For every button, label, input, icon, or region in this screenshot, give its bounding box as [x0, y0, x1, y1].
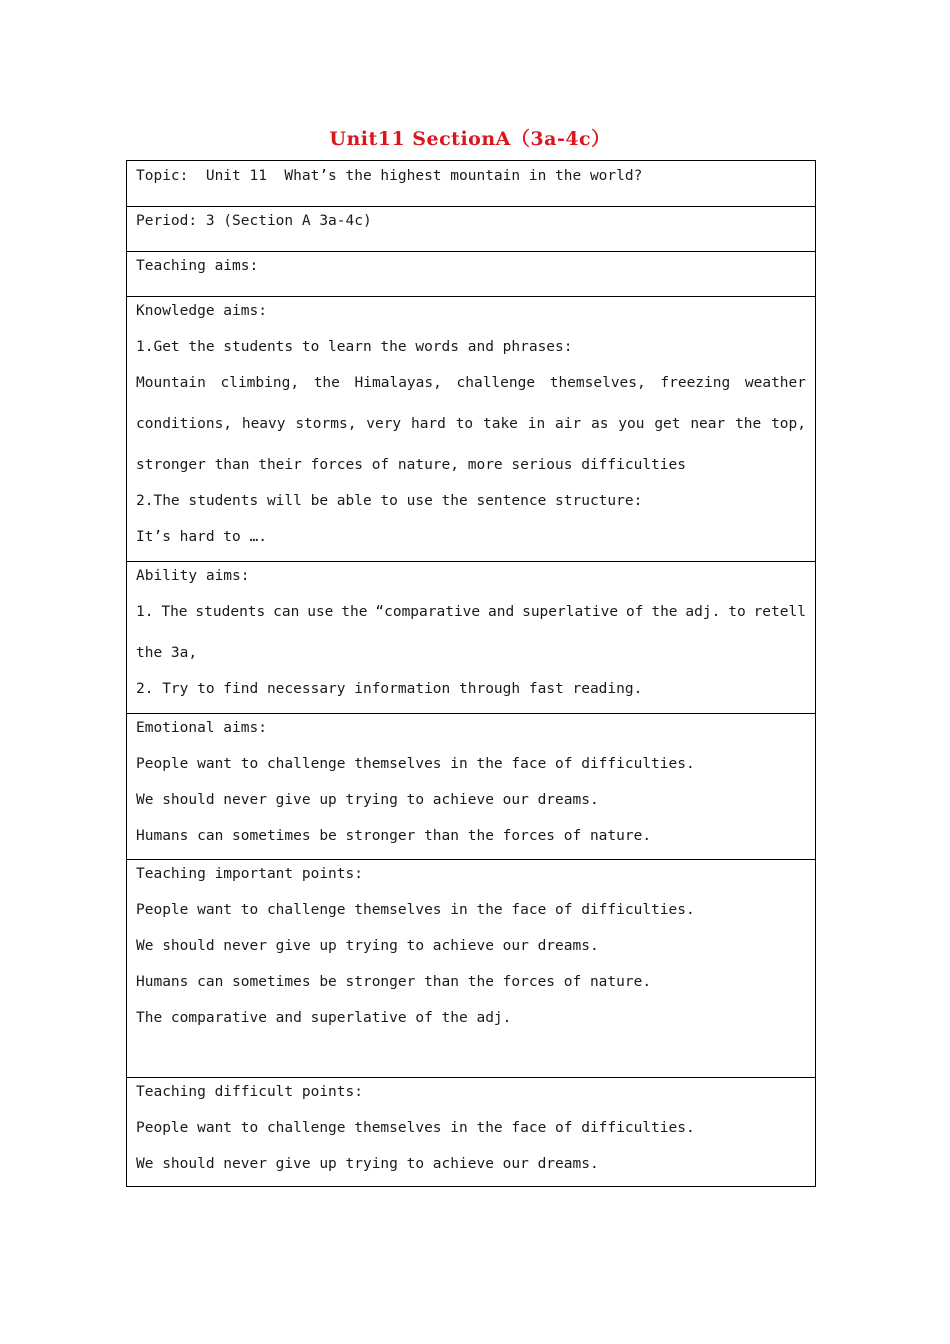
word: the: [313, 375, 340, 391]
word: top,: [771, 416, 806, 432]
word: hard: [410, 416, 446, 432]
sentence-structure: It’s hard to ….: [136, 529, 267, 545]
word: can: [273, 604, 300, 620]
word: near: [690, 416, 726, 432]
word: Mountain: [136, 375, 206, 391]
word: take: [482, 416, 518, 432]
period-row: [127, 206, 815, 251]
difficult-line: People want to challenge themselves in the face of difficulties.: [136, 1120, 695, 1136]
ability-aims-heading: Ability aims:: [136, 568, 250, 584]
important-line: Humans can sometimes be stronger than the forces of nature.: [136, 974, 652, 990]
emotional-aims-row: [127, 713, 815, 859]
word: heavy: [241, 416, 286, 432]
word: adj.: [685, 604, 721, 620]
word: of: [626, 604, 644, 620]
emotional-aims-heading: Emotional aims:: [136, 720, 267, 736]
word: The: [161, 604, 188, 620]
knowledge-item-2: 2.The students will be able to use the sentence structure:: [136, 493, 643, 509]
knowledge-aims-heading: Knowledge aims:: [136, 303, 267, 319]
word: the: [735, 416, 762, 432]
word: retell: [753, 604, 806, 620]
word: the: [651, 604, 678, 620]
emotional-line: Humans can sometimes be stronger than the forces of nature.: [136, 828, 652, 844]
phrases-line-1: [136, 373, 806, 393]
word: weather: [744, 375, 806, 391]
difficult-points-heading: Teaching difficult points:: [136, 1084, 363, 1100]
ability-item-1-line-1: [136, 602, 806, 622]
topic-row: [127, 161, 815, 206]
knowledge-item-1: 1.Get the students to learn the words and phrases:: [136, 339, 573, 355]
important-points-heading: Teaching important points:: [136, 866, 363, 882]
knowledge-aims-row: [127, 296, 815, 561]
lesson-plan-table: [126, 160, 816, 1187]
word: themselves,: [549, 375, 646, 391]
ability-item-1-line-2: the 3a,: [136, 645, 198, 661]
important-line: The comparative and superlative of the adj.: [136, 1010, 512, 1026]
word: as: [591, 416, 609, 432]
teaching-aims-row: [127, 251, 815, 296]
word: get: [654, 416, 681, 432]
word: students: [195, 604, 266, 620]
word: to: [728, 604, 746, 620]
important-line: We should never give up trying to achieve our dreams.: [136, 938, 599, 954]
period-text: Period: 3 (Section A 3a-4c): [136, 213, 372, 229]
word: the: [341, 604, 368, 620]
page-title: Unit11 SectionA（3a-4c）: [329, 128, 611, 150]
word: you: [618, 416, 645, 432]
emotional-line: We should never give up trying to achieve our dreams.: [136, 792, 599, 808]
ability-aims-row: [127, 561, 815, 713]
word: and: [488, 604, 515, 620]
ability-item-2: 2. Try to find necessary information through fast reading.: [136, 681, 643, 697]
important-line: People want to challenge themselves in the face of difficulties.: [136, 902, 695, 918]
word: very: [366, 416, 402, 432]
word: air: [555, 416, 582, 432]
emotional-line: People want to challenge themselves in the face of difficulties.: [136, 756, 695, 772]
word: climbing,: [220, 375, 300, 391]
word: use: [307, 604, 334, 620]
topic-text: Topic: Unit 11 What’s the highest mountain in the world?: [136, 168, 643, 184]
difficult-line: We should never give up trying to achieve our dreams.: [136, 1156, 599, 1172]
word: storms,: [295, 416, 357, 432]
phrases-line-3: stronger than their forces of nature, more serious difficulties: [136, 457, 686, 473]
word: Himalayas,: [354, 375, 442, 391]
word: “comparative: [375, 604, 481, 620]
word: superlative: [522, 604, 619, 620]
word: conditions,: [136, 416, 233, 432]
difficult-points-row: [127, 1077, 815, 1186]
important-points-row: [127, 859, 815, 1077]
word: freezing: [660, 375, 731, 391]
word: to: [455, 416, 474, 432]
teaching-aims-heading: Teaching aims:: [136, 258, 259, 274]
word: in: [527, 416, 546, 432]
word: challenge: [456, 375, 536, 391]
phrases-line-2: [136, 414, 806, 434]
word: 1.: [136, 604, 154, 620]
